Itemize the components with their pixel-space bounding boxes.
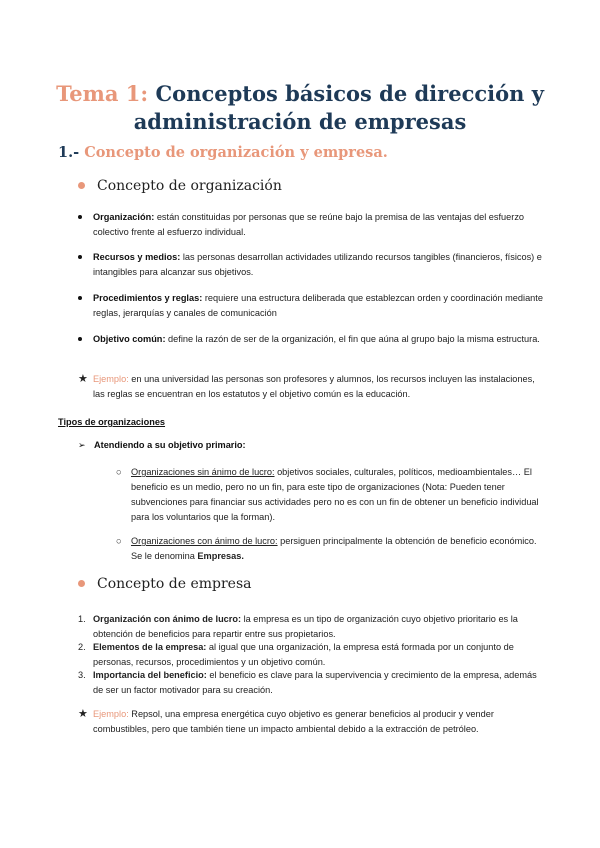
arrow-icon: ➢ [78,440,86,450]
sub-item-term: Organizaciones con ánimo de lucro: [131,536,278,546]
sub-item-term: Organizaciones sin ánimo de lucro: [131,467,275,477]
sub-list-item [116,465,546,525]
section-number: 1.- [58,144,80,161]
item-text: las personas desarrollan actividades utilizando recursos tangibles (financieros, físicos) e intangibles para alcanzar sus objetivos. [93,252,542,277]
title-line2: administración de empresas [133,109,467,134]
empresa-heading [78,576,251,592]
bullet-icon [78,210,92,225]
numbered-item [78,612,548,642]
section-label: Concepto de organización y empresa. [84,144,388,161]
org-heading-text: Concepto de organización [97,178,282,194]
item-term: Recursos y medios [93,252,178,262]
section-heading [58,144,388,161]
subsection-heading: Tipos de organizaciones [58,417,166,427]
item-text: el beneficio es clave para la supervivencia y crecimiento de la empresa, además de ser un factor motivador para su creación. [93,670,537,695]
arrow-item-text: Atendiendo a su objetivo primario: [94,440,246,450]
bullet-icon [78,291,92,306]
item-term: Organización con ánimo de lucro: [93,614,242,624]
example-label: Ejemplo: [93,709,129,719]
item-term: Objetivo común [93,334,163,344]
item-number: 1. [78,614,86,624]
item-sep: : [151,212,155,222]
numbered-item [78,640,548,670]
org-heading [78,178,282,194]
circle-bullet-icon: ○ [116,536,122,546]
heading-bullet-icon [78,580,85,587]
empresa-heading-text: Concepto de empresa [97,576,252,592]
example-text: en una universidad las personas son profesores y alumnos, los recursos incluyen las instalaciones, las reglas se encuentran en los estatutos y el objetivo común es la educación. [93,374,535,399]
example-item [78,707,548,737]
item-sep: : [199,293,203,303]
item-text: define la razón de ser de la organización, el fin que aúna al grupo bajo la misma estructura. [165,334,540,344]
item-text: requiere una estructura deliberada que establezcan orden y coordinación mediante reglas, jerarquías y canales de comunicación [93,293,543,318]
item-term: Elementos de la empresa: [93,642,207,652]
numbered-item [78,668,548,698]
item-text: la empresa es un tipo de organización cuyo objetivo prioritario es la obtención de beneficios para repartir entre sus propietarios. [93,614,518,639]
list-item [78,210,548,240]
example-text: Repsol, una empresa energética cuyo objetivo es generar beneficios al producir y vender combustibles, pero que también tiene un impacto ambiental debido a la extracción de petróleo. [93,709,494,734]
item-term: Importancia del beneficio: [93,670,207,680]
list-item [78,250,548,280]
sub-item-text: objetivos sociales, culturales, políticos, medioambientales… El beneficio es un medio, pero no un fin, para este tipo de organizaciones (Nota: Pueden tener subvenciones para financiar sus actividades pero no es con un fin de obtener un beneficio individual para los voluntarios que la forman). [131,467,539,522]
item-sep: : [162,334,166,344]
list-item [78,332,548,347]
item-number: 3. [78,670,86,680]
example-item [78,372,548,402]
item-term: Organización [93,212,152,222]
item-term: Procedimientos y reglas [93,293,200,303]
page-title [40,80,560,136]
arrow-list-item [78,440,246,451]
title-line1: Conceptos básicos de dirección y [155,81,544,106]
item-text: al igual que una organización, la empresa está formada por un conjunto de personas, recursos, procedimientos y un objetivo común. [93,642,514,667]
heading-bullet-icon [78,182,85,189]
star-icon: ★ [78,708,88,720]
title-prefix: Tema 1: [56,81,149,106]
sub-item-bold: Empresas. [197,551,244,561]
list-item [78,291,548,321]
bullet-icon [78,250,92,265]
item-text: están constituidas por personas que se reúne bajo la premisa de las ventajas del esfuerzo colectivo frente al esfuerzo individual. [93,212,525,237]
item-sep: : [177,252,181,262]
star-icon: ★ [78,373,88,385]
example-label: Ejemplo: [93,374,129,384]
bullet-icon [78,332,92,347]
circle-bullet-icon: ○ [116,467,122,477]
sub-item-text: persiguen principalmente la obtención de beneficio económico. Se le denomina [131,536,537,561]
sub-list-item [116,534,546,564]
item-number: 2. [78,642,86,652]
